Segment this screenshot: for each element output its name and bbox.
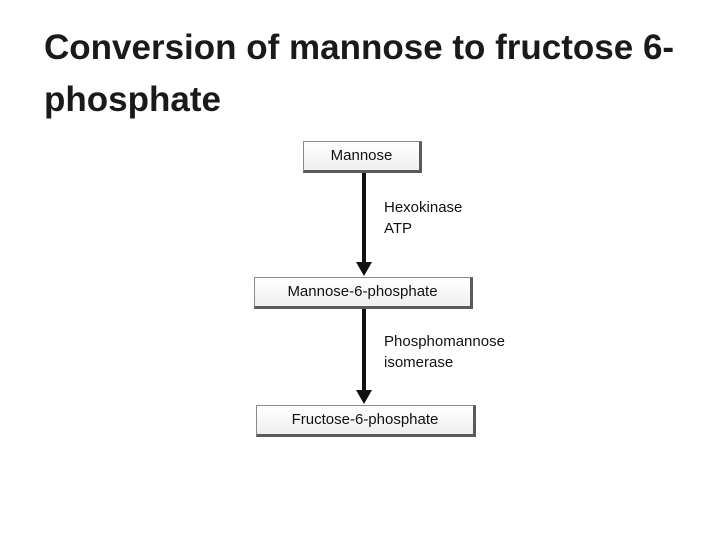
arrow-head-2 (356, 390, 372, 404)
fructose-6-phosphate-node: Fructose-6-phosphate (256, 405, 476, 437)
slide-title: Conversion of mannose to fructose 6-phosphate (44, 28, 675, 119)
enzyme-label-2-line2: isomerase (384, 354, 454, 371)
arrow-shaft-1 (362, 173, 366, 263)
cofactor-label-1: ATP (384, 220, 413, 237)
arrow-shaft-2 (362, 309, 366, 391)
mannose-6-phosphate-node: Mannose-6-phosphate (254, 277, 473, 309)
enzyme-label-1: Hexokinase (384, 199, 463, 216)
mannose-node: Mannose (303, 141, 422, 173)
enzyme-label-2-line1: Phosphomannose (384, 333, 505, 350)
arrow-head-1 (356, 262, 372, 276)
